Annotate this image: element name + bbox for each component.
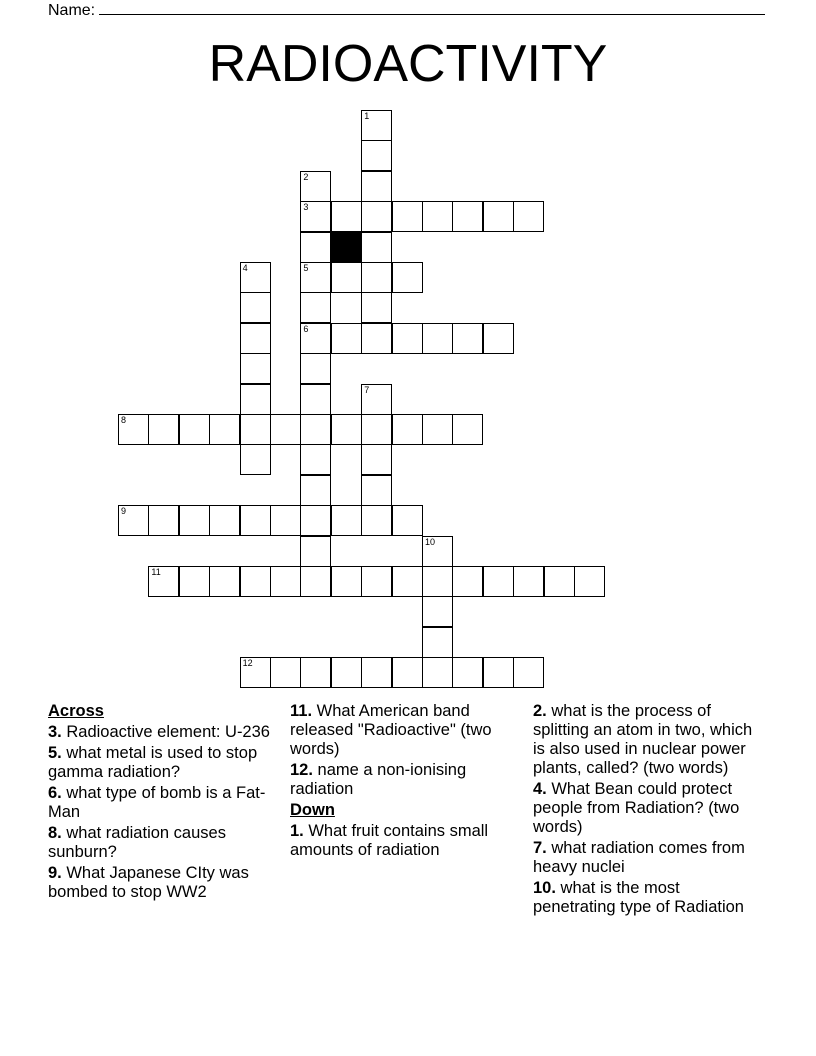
grid-cell[interactable] (240, 262, 271, 293)
grid-cell[interactable] (300, 292, 331, 323)
grid-cell[interactable] (452, 657, 483, 688)
clues-column-1 (48, 702, 280, 904)
grid-cell[interactable] (148, 414, 179, 445)
grid-cell[interactable] (179, 414, 210, 445)
grid-cell[interactable] (361, 566, 392, 597)
grid-cell[interactable] (209, 414, 240, 445)
grid-cell[interactable] (392, 505, 423, 536)
grid-cell[interactable] (300, 536, 331, 567)
grid-cell[interactable] (513, 566, 544, 597)
clue-number: 11 (151, 567, 161, 577)
grid-cell[interactable] (361, 201, 392, 232)
grid-cell[interactable] (300, 444, 331, 475)
grid-cell[interactable] (300, 171, 331, 202)
grid-cell[interactable] (361, 384, 392, 415)
clue-across-11: 11. What American band released "Radioactive" (two words) (290, 702, 492, 758)
clue-down-7: 7. what radiation comes from heavy nuclei (533, 839, 745, 876)
across-heading: Across (48, 702, 104, 720)
grid-cell[interactable] (300, 353, 331, 384)
grid-cell[interactable] (361, 171, 392, 202)
grid-cell[interactable] (361, 110, 392, 141)
grid-cell[interactable] (300, 475, 331, 506)
grid-cell[interactable] (300, 566, 331, 597)
clue-number: 9 (121, 506, 127, 517)
grid-cell[interactable] (300, 323, 331, 354)
grid-cell[interactable] (361, 232, 392, 263)
grid-cell[interactable] (270, 566, 301, 597)
grid-cell[interactable] (483, 201, 514, 232)
grid-cell[interactable] (361, 140, 392, 171)
grid-cell[interactable] (452, 323, 483, 354)
clue-down-10: 10. what is the most penetrating type of Radiation (533, 879, 744, 916)
clue-number: 4 (242, 263, 248, 273)
grid-cell[interactable] (392, 262, 423, 293)
grid-cell[interactable] (270, 657, 301, 688)
grid-cell[interactable] (422, 414, 453, 445)
clue-number: 2 (303, 171, 309, 182)
grid-cell[interactable] (392, 414, 423, 445)
grid-cell[interactable] (422, 596, 453, 627)
grid-cell[interactable] (300, 262, 331, 293)
clues-column-2 (290, 702, 528, 862)
grid-cell[interactable] (240, 323, 271, 354)
clue-number: 7 (364, 384, 370, 395)
grid-cell[interactable] (331, 657, 362, 688)
grid-cell[interactable] (361, 475, 392, 506)
grid-cell[interactable] (452, 566, 483, 597)
grid-cell[interactable] (300, 414, 331, 445)
grid-cell[interactable] (209, 505, 240, 536)
grid-cell[interactable] (240, 384, 271, 415)
clue-number: 1 (364, 111, 370, 121)
grid-cell[interactable] (209, 566, 240, 597)
grid-cell[interactable] (483, 657, 514, 688)
grid-cell[interactable] (513, 657, 544, 688)
grid-cell[interactable] (270, 505, 301, 536)
grid-cell[interactable] (452, 414, 483, 445)
grid-cell[interactable] (422, 657, 453, 688)
clue-number: 12 (242, 658, 253, 669)
grid-cell[interactable] (240, 505, 271, 536)
grid-cell[interactable] (422, 201, 453, 232)
grid-cell[interactable] (118, 414, 149, 445)
clue-number: 8 (121, 415, 127, 425)
grid-cell[interactable] (361, 262, 392, 293)
grid-cell[interactable] (300, 384, 331, 415)
grid-cell[interactable] (300, 505, 331, 536)
clues-column-3 (533, 702, 755, 919)
grid-cell[interactable] (361, 414, 392, 445)
grid-cell[interactable] (361, 444, 392, 475)
grid-cell[interactable] (392, 566, 423, 597)
grid-cell[interactable] (422, 566, 453, 597)
grid-cell[interactable] (240, 292, 271, 323)
grid-cell[interactable] (392, 201, 423, 232)
grid-cell[interactable] (300, 232, 331, 263)
grid-cell[interactable] (574, 566, 605, 597)
clue-number: 3 (303, 202, 309, 213)
grid-cell[interactable] (422, 627, 453, 658)
grid-cell[interactable] (361, 292, 392, 323)
name-label: Name: (48, 2, 96, 19)
grid-cell[interactable] (483, 323, 514, 354)
clue-down-4: 4. What Bean could protect people from Radiation? (two words) (533, 780, 740, 836)
grid-cell[interactable] (331, 505, 362, 536)
grid-cell[interactable] (422, 536, 453, 567)
clue-across-9: 9. What Japanese CIty was bombed to stop WW2 (48, 864, 249, 901)
clue-across-12: 12. name a non-ionising radiation (290, 761, 467, 798)
grid-cell[interactable] (270, 414, 301, 445)
grid-cell[interactable] (361, 505, 392, 536)
grid-cell[interactable] (240, 657, 271, 688)
clue-across-5: 5. what metal is used to stop gamma radiation? (48, 744, 258, 781)
grid-cell[interactable] (331, 566, 362, 597)
grid-cell[interactable] (452, 201, 483, 232)
grid-cell[interactable] (179, 566, 210, 597)
grid-cell[interactable] (331, 323, 362, 354)
clue-down-2: 2. what is the process of splitting an atom in two, which is also used in nuclear power plants, called? (two words) (533, 702, 753, 777)
clue-across-3: 3. Radioactive element: U-236 (48, 723, 270, 741)
grid-cell[interactable] (392, 323, 423, 354)
down-heading: Down (290, 801, 335, 819)
grid-cell (331, 232, 362, 263)
grid-cell[interactable] (240, 353, 271, 384)
grid-cell[interactable] (148, 505, 179, 536)
grid-cell[interactable] (118, 505, 149, 536)
grid-cell[interactable] (422, 323, 453, 354)
grid-cell[interactable] (483, 566, 514, 597)
clue-number: 5 (303, 263, 309, 273)
grid-cell[interactable] (240, 414, 271, 445)
grid-cell[interactable] (179, 505, 210, 536)
grid-cell[interactable] (240, 444, 271, 475)
grid-cell[interactable] (361, 323, 392, 354)
grid-cell[interactable] (300, 657, 331, 688)
grid-cell[interactable] (392, 657, 423, 688)
grid-cell[interactable] (513, 201, 544, 232)
clue-across-6: 6. what type of bomb is a Fat-Man (48, 784, 266, 821)
clue-number: 6 (303, 323, 309, 334)
clue-number: 10 (425, 536, 436, 547)
clue-across-8: 8. what radiation causes sunburn? (48, 824, 226, 861)
grid-cell[interactable] (240, 566, 271, 597)
grid-cell[interactable] (544, 566, 575, 597)
puzzle-title: RADIOACTIVITY (208, 35, 608, 93)
grid-cell[interactable] (331, 414, 362, 445)
grid-cell[interactable] (300, 201, 331, 232)
grid-cell[interactable] (148, 566, 179, 597)
clue-down-1: 1. What fruit contains small amounts of radiation (290, 822, 489, 859)
grid-cell[interactable] (361, 657, 392, 688)
grid-cell[interactable] (331, 262, 362, 293)
grid-cell[interactable] (331, 201, 362, 232)
